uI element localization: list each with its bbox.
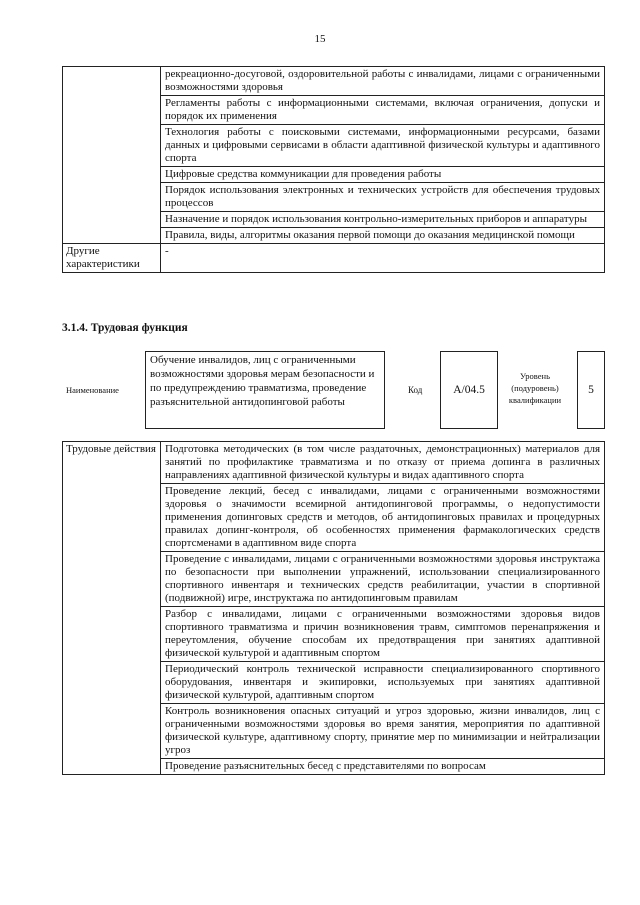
function-name: Обучение инвалидов, лиц с ограниченными возможностями здоровья мерам безопасности и по предупреждению травматизма, проведение разъяснительной антидопинговой работы — [145, 351, 385, 429]
labor-action-text: Подготовка методических (в том числе раздаточных, демонстрационных) материалов для занятий по профилактике травматизма и по отказу от приема допинга в различных направлениях адаптивной физической культуры и видах адаптивного спорта — [161, 442, 605, 484]
table-row — [63, 442, 605, 484]
page-number: 15 — [314, 33, 326, 45]
labor-action-text: Контроль возникновения опасных ситуаций и угроз здоровью, жизни инвалидов, лиц с ограниченными возможностями здоровья во время занятия, мероприятия по адаптивной физической культуре, адаптивному спорту, принятие мер по минимизации и нейтрализации угроз — [161, 704, 605, 759]
code-label: Код — [408, 385, 423, 395]
row-label — [63, 67, 161, 244]
knowledge-table — [62, 66, 605, 273]
row-text: Регламенты работы с информационными системами, включая ограничения, допуски и порядок их применения — [161, 96, 605, 125]
row-label: Другие характеристики — [63, 244, 161, 273]
row-text: Технология работы с поисковыми системами, информационными ресурсами, базами данных и цифровыми сервисами в области адаптивной физической культуры и адаптивного спорта — [161, 125, 605, 167]
name-label: Наименование — [66, 385, 119, 395]
level-label: Уровень (подуровень) квалификации — [508, 371, 562, 405]
table-row — [63, 67, 605, 96]
labor-actions-table — [62, 441, 605, 775]
labor-actions-label: Трудовые действия — [63, 442, 161, 775]
row-text: Назначение и порядок использования контрольно-измерительных приборов и аппаратуры — [161, 212, 605, 228]
row-text: Порядок использования электронных и технических устройств для обеспечения трудовых процессов — [161, 183, 605, 212]
labor-action-text: Разбор с инвалидами, лицами с ограниченными возможностями здоровья видов спортивного травматизма и причин возникновения травм, симптомов перенапряжения и переутомления, обучение способам их предотвращения при занятиях адаптивной физической культурой и адаптивным спортом — [161, 607, 605, 662]
section-title: 3.1.4. Трудовая функция — [62, 322, 188, 334]
table-row — [63, 244, 605, 273]
labor-action-text: Периодический контроль технической исправности специализированного спортивного оборудования, инвентаря и экипировки, используемых при занятиях адаптивной физической культурой, адаптивным спортом — [161, 662, 605, 704]
function-code: A/04.5 — [440, 351, 498, 429]
labor-action-text: Проведение лекций, бесед с инвалидами, лицами с ограниченными возможностями здоровья о значимости всемирной антидопинговой программы, о недопустимости применения допинговых средств и методов, об антидопинговых правилах и процедурных правилах допинг-контроля, об особенностях применения фармакологических средств спортсменами в адаптивном виде спорта — [161, 484, 605, 552]
labor-action-text: Проведение с инвалидами, лицами с ограниченными возможностями здоровья инструктажа по безопасности при выполнении упражнений, использовании специализированного спортивного инвентаря и технических средств реабилитации, участии в спортивной (подвижной) игре, инструктажа по антидопинговым правилам — [161, 552, 605, 607]
row-text: Правила, виды, алгоритмы оказания первой помощи до оказания медицинской помощи — [161, 228, 605, 244]
labor-action-text: Проведение разъяснительных бесед с представителями по вопросам — [161, 759, 605, 775]
row-text: рекреационно-досуговой, оздоровительной работы с инвалидами, лицами с ограниченными возможностями здоровья — [161, 67, 605, 96]
row-text: - — [161, 244, 605, 273]
row-text: Цифровые средства коммуникации для проведения работы — [161, 167, 605, 183]
qualification-level: 5 — [577, 351, 605, 429]
